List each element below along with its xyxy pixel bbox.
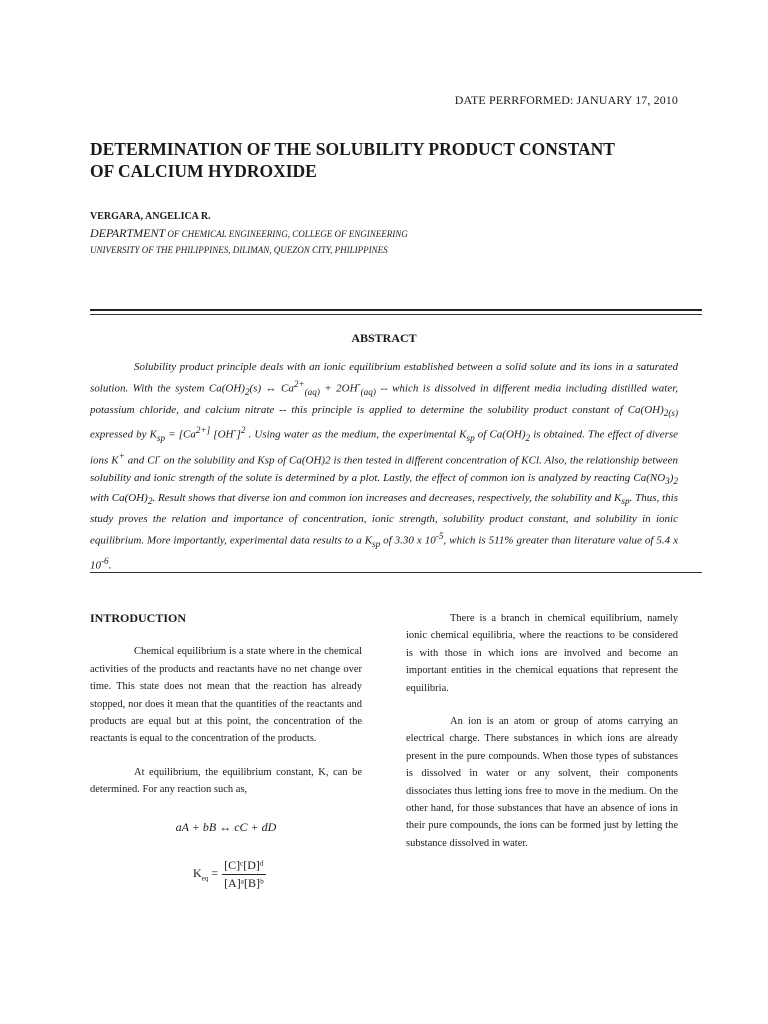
right-column bbox=[406, 610, 678, 868]
fraction-bar bbox=[222, 874, 266, 875]
reaction-equation: aA + bB ↔ cC + dD bbox=[175, 820, 277, 834]
date-performed: DATE PERRFORMED: JANUARY 17, 2010 bbox=[454, 93, 678, 107]
introduction-heading: INTRODUCTION bbox=[90, 611, 187, 625]
keq-label: $K_{eq}$ = bbox=[193, 865, 219, 883]
paper-title bbox=[90, 138, 690, 182]
title-line-1: DETERMINATION OF THE SOLUBILITY PRODUCT CONSTANT bbox=[90, 139, 615, 159]
university-line: UNIVERSITY OF THE PHILIPPINES, DILIMAN, QUEZON CITY, PHILIPPINES bbox=[90, 245, 388, 255]
equilibrium-constant-formula bbox=[193, 850, 266, 898]
author-name: VERGARA, ANGELICA R. bbox=[90, 211, 211, 222]
keq-fraction bbox=[222, 858, 266, 891]
right-paragraph-2: An ion is an atom or group of atoms carrying an electrical charge. There substances in which ions are already present in the pure compounds. When those types of substances is dissolved in water or any solvent, their components dissociates thus letting ions free to move in the medium. On the other hand, for those substances that have an absence of ions in their pure compounds, the ions can be formed just by letting the substance dissolved in water. bbox=[406, 716, 678, 849]
abstract-body: Solubility product principle deals with an ionic equilibrium established between a solid solute and its ions in a saturated solution. With the system $Ca(OH)_2(s)$ ↔ $Ca^{2+}_{(aq)} + 2OH^-_{(aq)}$ -- which is dissolved in different media including distilled water, potassium chloride, and calcium nitrate -- this principle is applied to determine the solubility product constant of $Ca(OH)_{2(s)}$ expressed by $K_{sp} = [Ca^{2+]}$ $[OH^-]^2$ . Using water as the medium, the experimental $K_{sp}$ of $Ca(OH)_2$ is obtained. The effect of diverse ions K+ and Cl- on the solubility and Ksp of Ca(OH)2 is then tested in different concentration of KCl. Also, the relationship between solubility and ionic strength of the solute is determined by a plot. Lastly, the effect of common ion is analyzed by reacting $Ca(NO_3)_2$ with $Ca(OH)_2$. Result shows that diverse ion and common ion increases and decreases, respectively, the solubility and $K_{sp}$. Thus, this study proves the relation and importance of concentration, ionic strength, solubility product constant, and solubility in ionic equilibrium. More importantly, experimental data results to a $K_{sp}$ of 3.30 x $10^{-5}$, which is 511% greater than literature value of 5.4 x $10^{-6}$. bbox=[90, 361, 679, 573]
intro-paragraph-2: At equilibrium, the equilibrium constant, K, can be determined. For any reaction such as, bbox=[90, 766, 362, 796]
intro-paragraph-1: Chemical equilibrium is a state where in the chemical activities of the products and reactants have no net change over time. This state does not mean that the reaction has already stopped, nor does it mean that the quantities of the reactants and products are equal but at this point, the concentration of the reactants is equal to the concentration of the products. bbox=[90, 646, 362, 745]
keq-denominator: [A]ᵃ[B]ᵇ bbox=[224, 875, 264, 890]
left-column bbox=[90, 610, 362, 815]
right-paragraph-1: There is a branch in chemical equilibrium, namely ionic chemical equilibria, where the reactions to be considered is with those in which ions are involved and become an important entities in the chemical equations that represent the equilibria. bbox=[406, 613, 678, 694]
abstract-heading: ABSTRACT bbox=[351, 331, 417, 345]
top-divider-thin bbox=[90, 314, 702, 315]
author-affiliation bbox=[90, 225, 610, 258]
abstract-divider bbox=[90, 572, 702, 573]
top-divider bbox=[90, 309, 702, 311]
keq-numerator: [C]ᶜ[D]ᵈ bbox=[224, 857, 264, 872]
title-line-2: OF CALCIUM HYDROXIDE bbox=[90, 161, 317, 181]
department-word: DEPARTMENT bbox=[90, 226, 166, 240]
department-rest: OF CHEMICAL ENGINEERING, COLLEGE OF ENGINEERING bbox=[165, 229, 408, 239]
